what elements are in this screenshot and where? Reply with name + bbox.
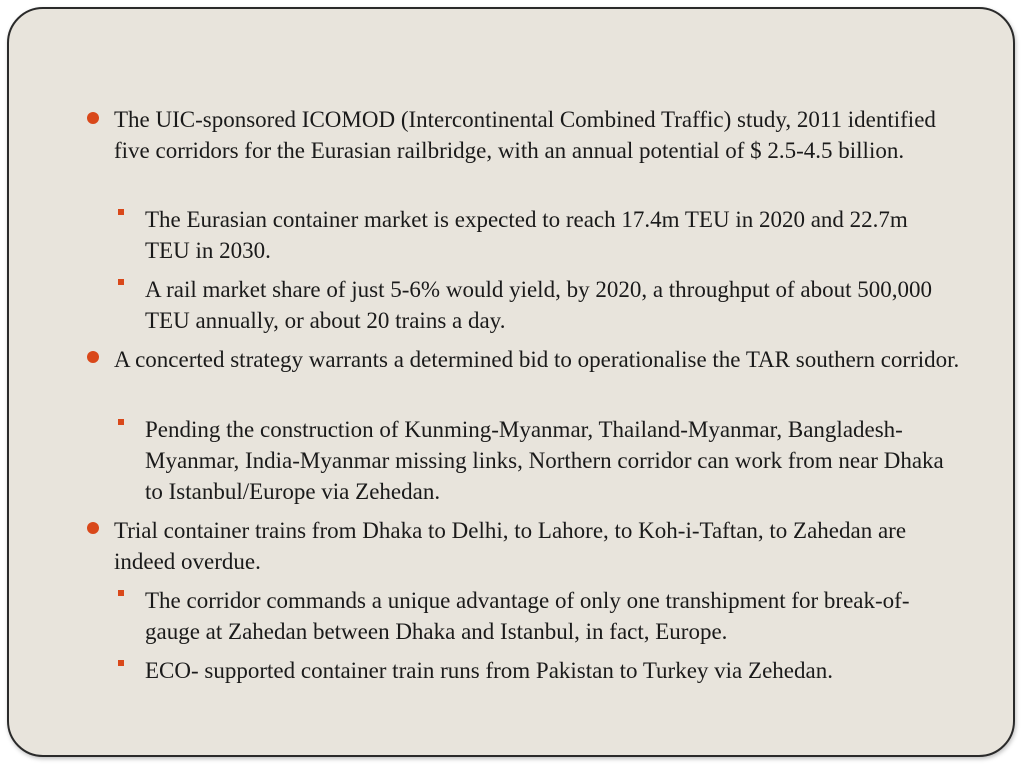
- bullet-dot-icon: [87, 112, 99, 124]
- sub-bullet-square-icon: [118, 279, 124, 285]
- bullet-1-sub-2-text: A rail market share of just 5-6% would yield, by 2020, a throughput of about 500,000 TEU annually, or about 20 trains a day.: [145, 277, 932, 333]
- bullet-1-text: The UIC-sponsored ICOMOD (Intercontinental Combined Traffic) study, 2011 identified five corridors for the Eurasian railbridge, with an annual potential of $ 2.5-4.5 billion.: [114, 107, 936, 163]
- bullet-dot-icon: [87, 351, 99, 363]
- sub-bullet-square-icon: [118, 590, 124, 596]
- bullet-3-sub-2-text: ECO- supported container train runs from Pakistan to Turkey via Zehedan.: [145, 658, 833, 683]
- bullet-dot-icon: [87, 522, 99, 534]
- bullet-2-text: A concerted strategy warrants a determined bid to operationalise the TAR southern corridor.: [114, 347, 960, 372]
- bullet-2-sub-1-text: Pending the construction of Kunming-Myanmar, Thailand-Myanmar, Bangladesh-Myanmar, India-Myanmar missing links, Northern corridor can work from near Dhaka to Istanbul/Europe via Zehedan.: [145, 417, 944, 504]
- sub-bullet-square-icon: [118, 209, 124, 215]
- bullet-3-sub-1-text: The corridor commands a unique advantage of only one transhipment for break-of-gauge at Zahedan between Dhaka and Istanbul, in fact, Europe.: [145, 588, 910, 644]
- bullet-3-text: Trial container trains from Dhaka to Delhi, to Lahore, to Koh-i-Taftan, to Zahedan are indeed overdue.: [114, 518, 907, 574]
- sub-bullet-square-icon: [118, 419, 124, 425]
- slide-frame: [7, 7, 1015, 757]
- bullet-1-sub-1-text: The Eurasian container market is expected to reach 17.4m TEU in 2020 and 22.7m TEU in 2030.: [145, 207, 908, 263]
- slide-content: [9, 9, 1013, 755]
- sub-bullet-square-icon: [118, 660, 124, 666]
